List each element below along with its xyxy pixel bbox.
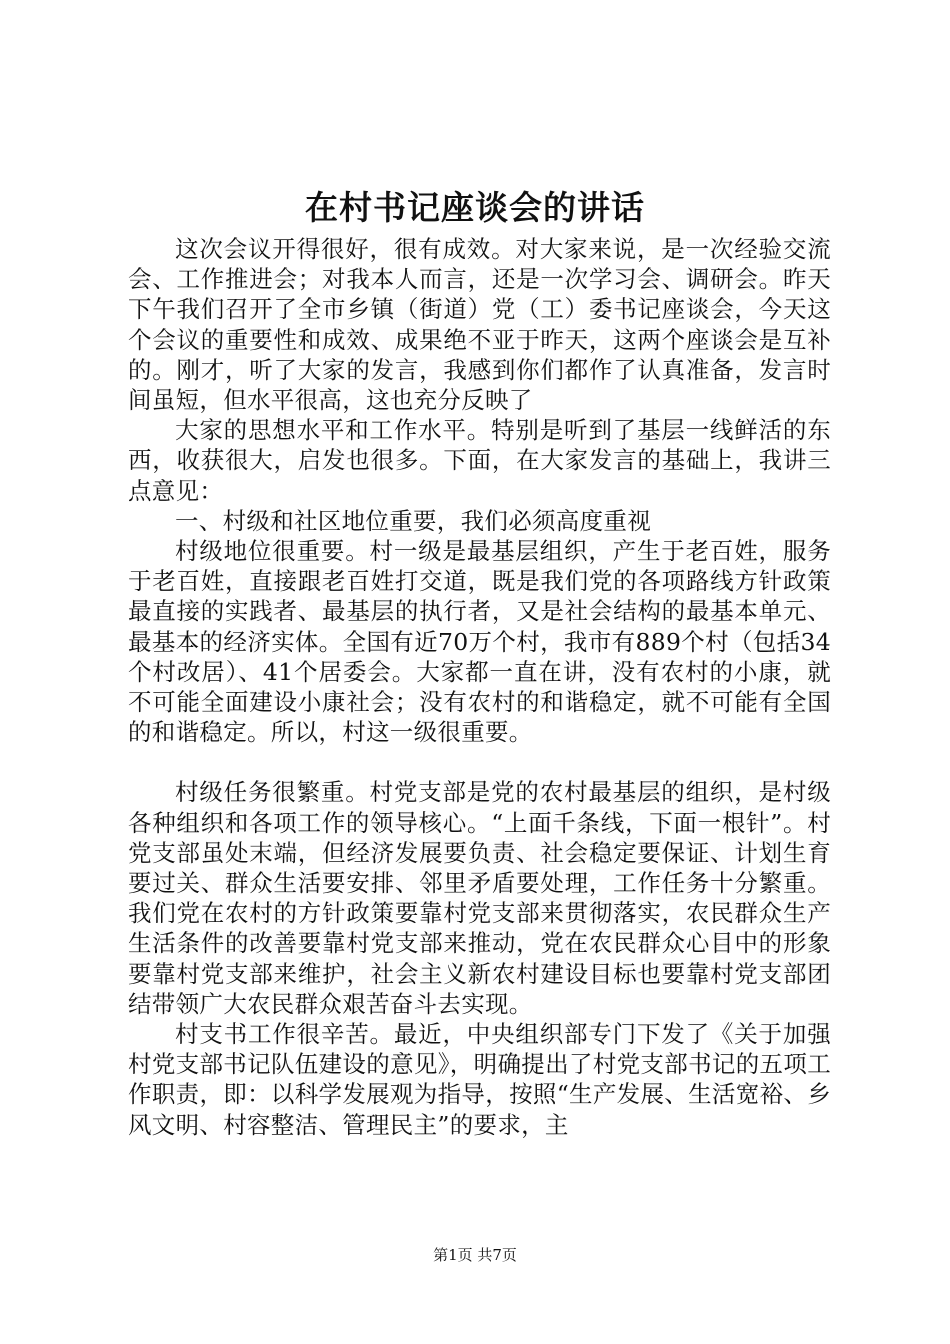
document-body — [128, 234, 831, 1140]
paragraph-village-status: 村级地位很重要。村一级是最基层组织，产生于老百姓，服务于老百姓，直接跟老百姓打交道，既是我们党的各项路线方针政策最直接的实践者、最基层的执行者，又是社会结构的最基本单元、最基本的经济实体。全国有近70万个村，我市有889个村（包括34个村改居）、41个居委会。大家都一直在讲，没有农村的小康，就不可能全面建设小康社会；没有农村的和谐稳定，就不可能有全国的和谐稳定。所以，村这一级很重要。 — [128, 537, 831, 747]
paragraph-opening: 这次会议开得很好，很有成效。对大家来说，是一次经验交流会、工作推进会；对我本人而言，还是一次学习会、调研会。昨天下午我们召开了全市乡镇（街道）党（工）委书记座谈会，今天这个会议的重要性和成效、成果绝不亚于昨天，这两个座谈会是互补的。刚才，听了大家的发言，我感到你们都作了认真准备，发言时间虽短，但水平很高，这也充分反映了 — [128, 235, 831, 415]
paragraph-village-tasks: 村级任务很繁重。村党支部是党的农村最基层的组织，是村级各种组织和各项工作的领导核心。“上面千条线，下面一根针”。村党支部虽处末端，但经济发展要负责、社会稳定要保证、计划生育要过关、群众生活要安排、邻里矛盾要处理，工作任务十分繁重。我们党在农村的方针政策要靠村党支部来贯彻落实，农民群众生产生活条件的改善要靠村党支部来推动，党在农民群众心目中的形象要靠村党支部来维护，社会主义新农村建设目标也要靠村党支部团结带领广大农民群众艰苦奋斗去实现。 — [128, 778, 831, 1018]
page-footer: 第1页 共7页 — [433, 1246, 517, 1264]
paragraph-spacer — [128, 747, 831, 777]
paragraph-opening-continued: 大家的思想水平和工作水平。特别是听到了基层一线鲜活的东西，收获很大，启发也很多。下面，在大家发言的基础上，我讲三点意见： — [128, 416, 831, 505]
document-title: 在村书记座谈会的讲话 — [305, 188, 645, 227]
paragraph-secretary-work: 村支书工作很辛苦。最近，中央组织部专门下发了《关于加强村党支部书记队伍建设的意见》，明确提出了村党支部书记的五项工作职责，即：以科学发展观为指导，按照“生产发展、生活宽裕、乡风文明、村容整洁、管理民主”的要求，主 — [128, 1020, 831, 1139]
section-heading-one: 一、村级和社区地位重要，我们必须高度重视 — [175, 506, 651, 535]
